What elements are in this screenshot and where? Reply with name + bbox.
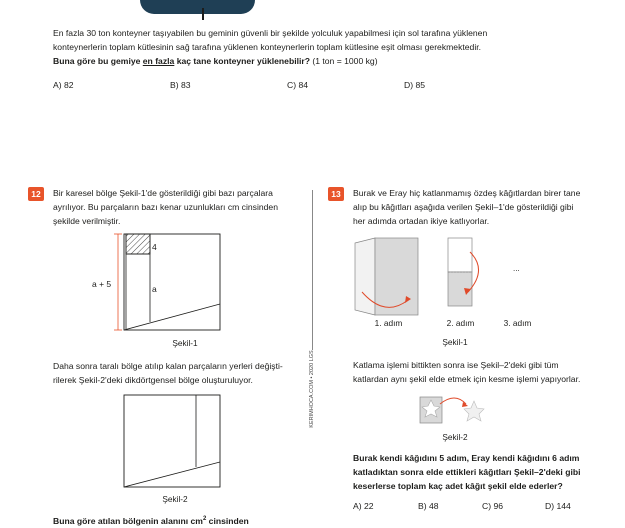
- q13-line2: alıp bu kâğıtları aşağıda verilen Şekil–1'de gösterildiği gibi: [353, 202, 574, 212]
- q11-text-line1: En fazla 30 ton konteyner taşıyabilen bu geminin güvenli bir şekilde yolculuk yapabilmesi için sol tarafına yüklenen: [53, 28, 488, 38]
- q12-question-sup: 2: [202, 516, 207, 522]
- q13-line1: Burak ve Eray hiç katlanmamış özdeş kâğıtlardan birer tane: [353, 188, 581, 198]
- q11-text-line2: konteynerlerin toplam kütlesinin sağ tarafına yüklenen konteynerlerin toplam kütlesine eşit olması gerekmektedir.: [53, 42, 482, 52]
- q11-question-note: (1 ton = 1000 kg): [309, 56, 378, 66]
- q12-label-side: a + 5: [92, 279, 112, 289]
- q12-line1: Bir karesel bölge Şekil-1'de gösterildiği gibi bazı parçalara: [53, 188, 273, 198]
- q12-question: [53, 512, 308, 528]
- q11-text: [53, 26, 613, 68]
- q11-question-emph: en fazla: [142, 56, 175, 66]
- q12-label-a: a: [152, 284, 157, 294]
- q12-label-4: 4: [152, 242, 157, 252]
- q13-line3: her adımda ortadan ikiye katlıyorlar.: [353, 216, 490, 226]
- q13-caption-1: Şekil-1: [442, 337, 468, 347]
- q12-line4: Daha sonra taralı bölge atılıp kalan parçaların yerleri değişti-: [53, 361, 283, 371]
- q13-line5: katlardan aynı şekil elde etmek için kesme işlemi yapıyorlar.: [353, 374, 581, 384]
- q12-line2: ayrılıyor. Bu parçaların bazı kenar uzunlukları cm cinsinden: [53, 202, 278, 212]
- q11-question-pre: Buna göre bu gemiye: [53, 56, 143, 66]
- sidebar-watermark-text: KERIMHOCA.COM • 2020 LGS: [309, 350, 315, 428]
- q13-caption-2: Şekil-2: [442, 432, 468, 442]
- column-divider: [312, 190, 313, 350]
- q13-dots: ...: [513, 264, 520, 273]
- q13-q2: katladıktan sonra elde ettikleri kâğıtları Şekil–2'deki gibi: [353, 467, 581, 477]
- q12-middle: [53, 359, 308, 387]
- q12-intro: [53, 186, 303, 228]
- q11-option-d[interactable]: D) 85: [404, 80, 426, 90]
- q12-line5: rilerek Şekil-2'deki dikdörtgensel bölge oluşturuluyor.: [53, 375, 253, 385]
- q13-option-b[interactable]: B) 48: [418, 501, 439, 511]
- q12-caption-2: Şekil-2: [162, 494, 188, 504]
- q13-line4: Katlama işlemi bittikten sonra ise Şekil–2'deki gibi tüm: [353, 360, 559, 370]
- q13-step-3: 3. adım: [503, 318, 532, 328]
- q13-question: [353, 451, 618, 493]
- q13-option-d[interactable]: D) 144: [545, 501, 571, 511]
- q13-q3: keserlerse toplam kaç adet kâğıt şekil elde ederler?: [353, 481, 563, 491]
- q13-intro: [353, 186, 615, 228]
- q13-option-c[interactable]: C) 96: [482, 501, 504, 511]
- q13-q1: Burak kendi kâğıdını 5 adım, Eray kendi kâğıdını 6 adım: [353, 453, 580, 463]
- q13-number-badge: 13: [328, 187, 344, 201]
- q13-step-1: 1. adım: [374, 318, 403, 328]
- q12-question-post: cinsinden: [206, 515, 249, 526]
- q11-option-a[interactable]: A) 82: [53, 80, 74, 90]
- q11-question: [53, 54, 613, 68]
- q11-option-c[interactable]: C) 84: [287, 80, 309, 90]
- q13-middle: [353, 358, 615, 386]
- ship-illustration-fragment: [140, 0, 255, 14]
- q12-number-badge: 12: [28, 187, 44, 201]
- q13-option-a[interactable]: A) 22: [353, 501, 374, 511]
- q12-question-pre: Buna göre atılan bölgenin alanını cm: [53, 515, 203, 526]
- q13-step-2: 2. adım: [446, 318, 475, 328]
- ship-mast-mark: [202, 8, 204, 20]
- q12-line3: şekilde verilmiştir.: [53, 216, 121, 226]
- q11-question-post: kaç tane konteyner yüklenebilir?: [174, 56, 310, 66]
- q11-option-b[interactable]: B) 83: [170, 80, 191, 90]
- q12-caption-1: Şekil-1: [172, 338, 198, 348]
